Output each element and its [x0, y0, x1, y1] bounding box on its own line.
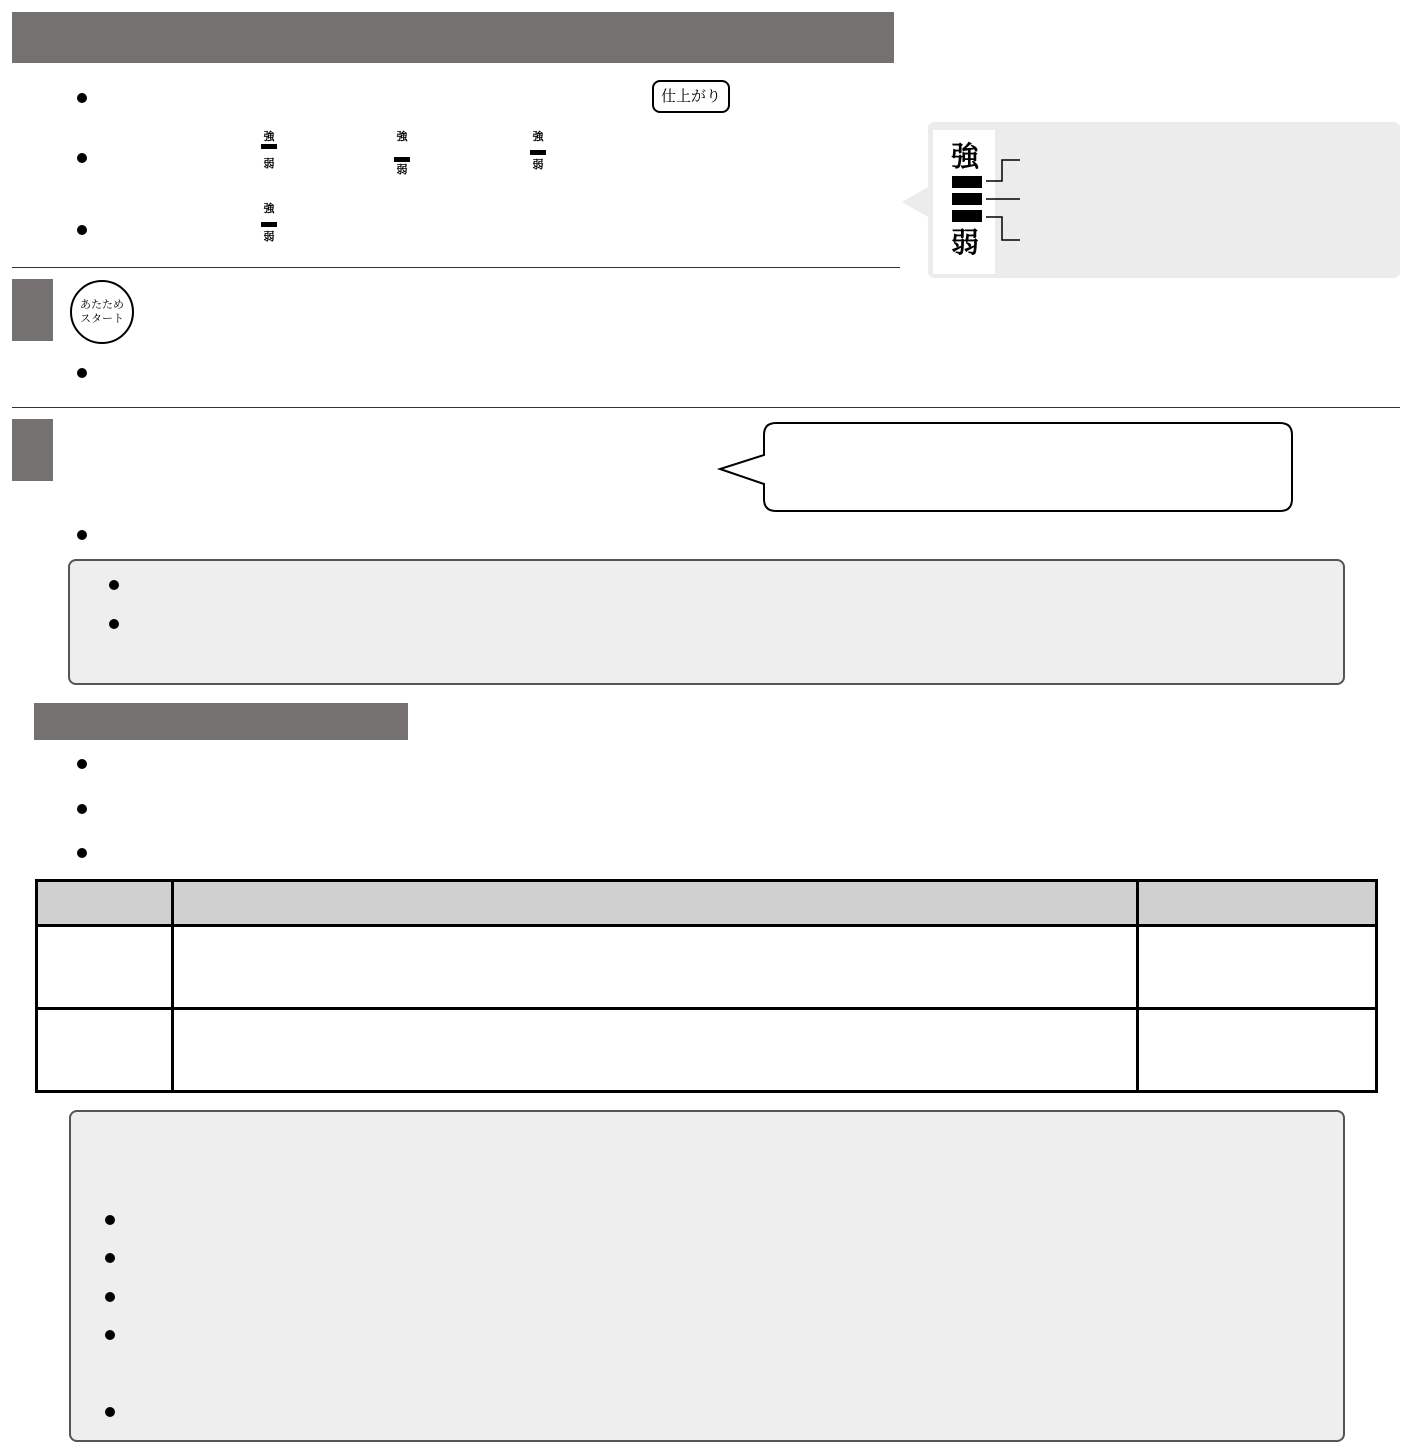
table-cell	[37, 926, 173, 1009]
bullet	[77, 93, 87, 103]
bullet	[105, 1407, 115, 1417]
strong-label: 強	[532, 130, 544, 143]
weak-label: 弱	[263, 230, 275, 243]
bullet	[109, 580, 119, 590]
bullet	[77, 530, 87, 540]
section-header-bar	[34, 703, 408, 740]
weak-label: 弱	[532, 158, 544, 171]
start-heat-button[interactable]	[70, 280, 134, 344]
strength-indicator-strong	[258, 130, 280, 170]
bullet	[77, 848, 87, 858]
step-marker-2	[12, 419, 53, 481]
bullet	[105, 1253, 115, 1263]
level-bar	[261, 222, 277, 227]
table-row	[37, 926, 1377, 1009]
weak-label: 弱	[396, 163, 408, 176]
note-box	[68, 559, 1345, 685]
table-header-cell	[1138, 881, 1377, 926]
table-row	[37, 1009, 1377, 1092]
table-header-row	[37, 881, 1377, 926]
table-cell	[173, 1009, 1138, 1092]
speech-bubble	[716, 420, 1296, 515]
legend-bar-strong	[952, 176, 982, 188]
level-bar	[261, 144, 277, 149]
note-box	[69, 1110, 1345, 1442]
table-header-cell	[37, 881, 173, 926]
strength-indicator-medium	[527, 130, 549, 171]
finish-button[interactable]: 仕上がり	[652, 80, 730, 113]
strong-label: 強	[263, 130, 275, 143]
legend-weak-label: 弱	[951, 226, 980, 259]
legend-bar-medium	[952, 193, 982, 205]
table-header-cell	[173, 881, 1138, 926]
bullet	[77, 804, 87, 814]
bullet	[77, 759, 87, 769]
strength-indicator-weak	[391, 130, 413, 176]
bullet	[109, 619, 119, 629]
legend-pointer	[900, 185, 930, 219]
bullet	[77, 153, 87, 163]
divider	[12, 407, 1400, 408]
strong-label: 強	[263, 202, 275, 215]
divider	[12, 267, 900, 268]
table-cell	[37, 1009, 173, 1092]
spec-table	[35, 879, 1378, 1093]
bullet	[105, 1292, 115, 1302]
table-cell	[173, 926, 1138, 1009]
bullet	[77, 225, 87, 235]
section-header-bar-top	[12, 12, 894, 63]
level-bar	[530, 150, 546, 155]
bullet	[105, 1215, 115, 1225]
legend-strong-label: 強	[951, 140, 980, 173]
bullet	[77, 368, 87, 378]
strong-label: 強	[396, 130, 408, 143]
bullet	[105, 1330, 115, 1340]
legend-bar-weak	[952, 210, 982, 222]
step-marker-1	[12, 279, 53, 341]
table-cell	[1138, 1009, 1377, 1092]
start-button-line2: スタート	[80, 312, 124, 325]
weak-label: 弱	[263, 157, 275, 170]
legend-leader-lines	[984, 150, 1024, 245]
level-bar	[394, 157, 410, 162]
start-button-line1: あたため	[80, 298, 124, 311]
strength-indicator-medium	[258, 202, 280, 243]
table-cell	[1138, 926, 1377, 1009]
